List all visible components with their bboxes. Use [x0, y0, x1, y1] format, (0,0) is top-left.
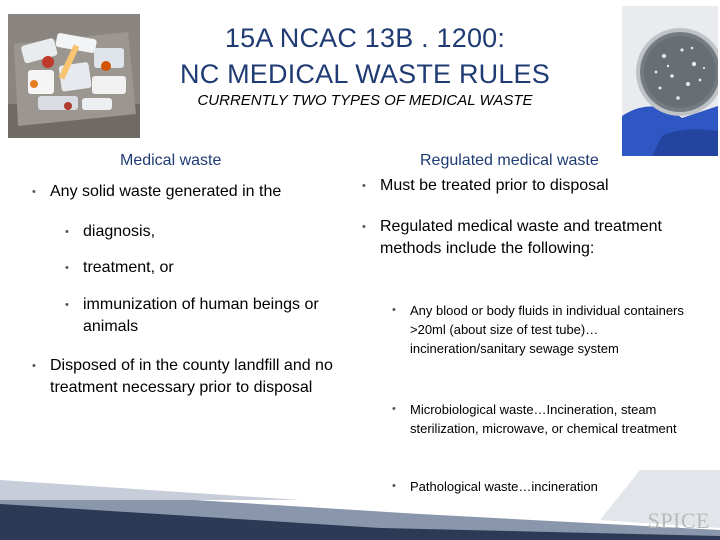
- left-bullet-2: • Disposed of in the county landfill and no treatment necessary prior to disposal: [32, 355, 380, 399]
- left-bullet-1: • Any solid waste generated in the: [32, 181, 350, 203]
- slide-subtitle: CURRENTLY TWO TYPES OF MEDICAL WASTE: [197, 92, 533, 109]
- right-sub-item-2: • Microbiological waste…Incineration, steam sterilization, microwave, or chemical treatment: [392, 400, 686, 438]
- left-sub-item-3: • immunization of human beings or animals: [65, 294, 358, 338]
- spice-logo: SPICE: [647, 508, 710, 533]
- right-bullet-1: • Must be treated prior to disposal: [362, 175, 690, 197]
- footer-decoration: [0, 470, 720, 540]
- left-column-heading: Medical waste: [120, 152, 222, 169]
- slide-title: [150, 20, 580, 92]
- medical-waste-photo: [8, 14, 140, 138]
- left-sub-item-1: • diagnosis,: [65, 221, 343, 243]
- petri-dish-photo: [622, 6, 718, 156]
- right-column-heading: Regulated medical waste: [420, 152, 599, 169]
- title-line-1: 15A NCAC 13B . 1200:: [224, 23, 506, 53]
- title-line-2: NC MEDICAL WASTE RULES: [180, 59, 550, 89]
- right-sub-item-3: • Pathological waste…incineration: [392, 477, 686, 496]
- left-sub-item-2: • treatment, or: [65, 257, 343, 279]
- right-bullet-2: • Regulated medical waste and treatment methods include the following:: [362, 216, 680, 260]
- right-sub-item-1: • Any blood or body fluids in individual containers >20ml (about size of test tube)…incineration/sanitary sewage system: [392, 301, 686, 358]
